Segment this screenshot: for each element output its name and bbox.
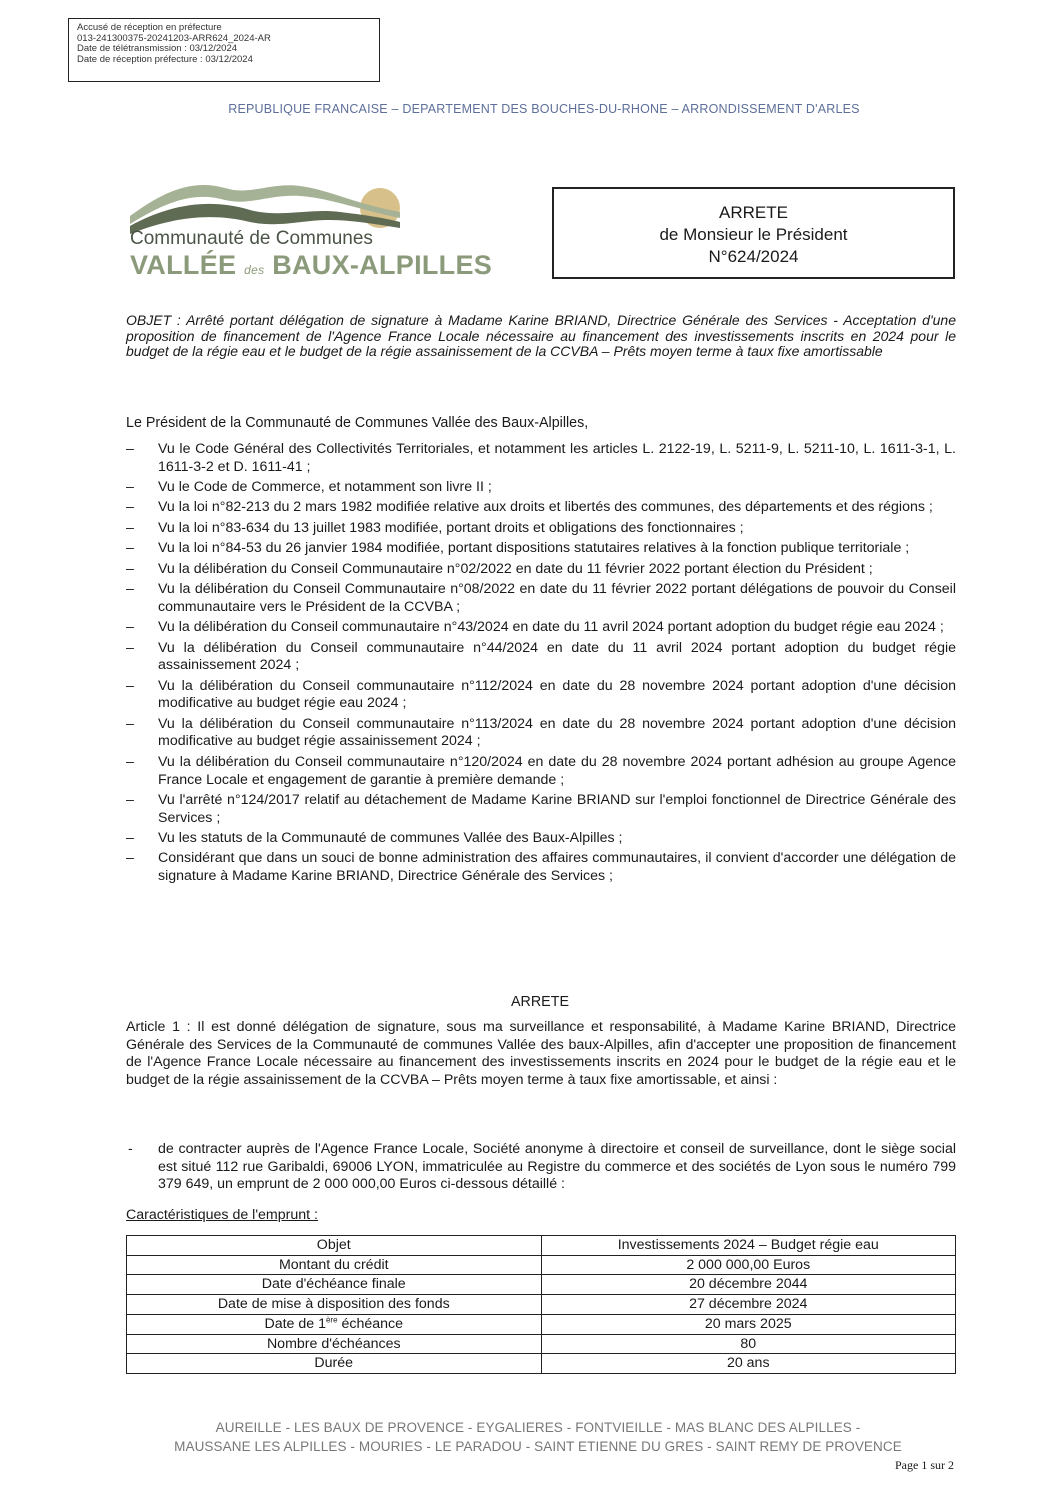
recital-item: – Vu le Code Général des Collectivités Territoriales, et notamment les articles L. 2122-19, L. 5211-9, L. 5211-10, L. 1611-3-1, L. 1611-3-2 et D. 1611-41 ; bbox=[126, 441, 956, 476]
table-cell-value: 80 bbox=[541, 1334, 956, 1354]
table-cell-value: 20 mars 2025 bbox=[541, 1314, 956, 1334]
footer-line: MAUSSANE LES ALPILLES - MOURIES - LE PARADOU - SAINT ETIENNE DU GRES - SAINT REMY DE PROVENCE bbox=[174, 1439, 902, 1454]
article-1 bbox=[126, 1019, 956, 1089]
table-row bbox=[127, 1275, 956, 1295]
member-towns-footer bbox=[0, 1418, 1058, 1456]
label-superscript: ère bbox=[325, 1315, 338, 1325]
recital-item: – Vu la délibération du Conseil communautaire n°44/2024 en date du 11 avril 2024 portant adoption du budget régie assainissement 2024 ; bbox=[126, 640, 956, 675]
table-cell-label: Montant du crédit bbox=[127, 1255, 542, 1275]
table-cell-label: Date de mise à disposition des fonds bbox=[127, 1295, 542, 1315]
article-text: Il est donné délégation de signature, sous ma surveillance et responsabilité, à Madame Karine BRIAND, Directrice Générale des Services de la Communauté de communes Vallée des baux-Alpilles, afin d'accepter une proposition de financement de l'Agence France Locale nécessaire au financement des investissements inscrits en 2024 pour le budget de la régie eau et le budget de la régie assainissement de la CCVBA – Prêts moyen terme à taux fixe amortissable, et ainsi : bbox=[126, 1019, 956, 1088]
title-line: ARRETE bbox=[719, 203, 788, 222]
table-row bbox=[127, 1255, 956, 1275]
table-cell-value: 20 décembre 2044 bbox=[541, 1275, 956, 1295]
recital-item: – Vu la délibération du Conseil Communautaire n°08/2022 en date du 11 février 2022 portant délégations de pouvoir du Conseil communautaire vers le Président de la CCVBA ; bbox=[126, 581, 956, 616]
stamp-line: 013-241300375-20241203-ARR624_2024-AR bbox=[77, 32, 271, 44]
loan-characteristics-heading: Caractéristiques de l'emprunt : bbox=[126, 1207, 318, 1223]
object-paragraph: OBJET : Arrêté portant délégation de signature à Madame Karine BRIAND, Directrice Générale des Services - Acceptation d'une proposition de financement de l'Agence France Locale nécessaire au financement des investissements inscrits en 2024 pour le budget de la régie eau et le budget de la régie assainissement de la CCVBA – Prêts moyen terme à taux fixe amortissable bbox=[126, 312, 956, 360]
table-row bbox=[127, 1314, 956, 1334]
table-cell-value: 2 000 000,00 Euros bbox=[541, 1255, 956, 1275]
recital-item: – Vu la délibération du Conseil Communautaire n°02/2022 en date du 11 février 2022 portant élection du Président ; bbox=[126, 561, 956, 579]
label-part: Date de 1 bbox=[264, 1315, 326, 1332]
recital-item: – Vu la délibération du Conseil communautaire n°120/2024 en date du 28 novembre 2024 portant adhésion au groupe Agence France Locale et engagement de garantie à première demande ; bbox=[126, 754, 956, 789]
loan-table bbox=[126, 1235, 956, 1374]
decree-number: N°624/2024 bbox=[708, 247, 799, 266]
logo-word: des bbox=[244, 263, 265, 277]
intro-line: Le Président de la Communauté de Communes Vallée des Baux-Alpilles, bbox=[126, 415, 589, 431]
footer-line: AUREILLE - LES BAUX DE PROVENCE - EYGALIERES - FONTVIEILLE - MAS BLANC DES ALPILLES - bbox=[215, 1420, 861, 1435]
decision-heading: ARRETE bbox=[511, 994, 569, 1010]
stamp-line: Date de réception préfecture : 03/12/2024 bbox=[77, 53, 253, 65]
table-cell-label: Durée bbox=[127, 1354, 542, 1374]
table-cell-value: Investissements 2024 – Budget régie eau bbox=[541, 1236, 956, 1256]
table-cell-label bbox=[127, 1314, 542, 1334]
stamp-line: Date de télétransmission : 03/12/2024 bbox=[77, 43, 238, 54]
table-cell-label: Nombre d'échéances bbox=[127, 1334, 542, 1354]
table-row bbox=[127, 1236, 956, 1256]
recital-item: – Vu la loi n°82-213 du 2 mars 1982 modifiée relative aux droits et libertés des communes, des départements et des régions ; bbox=[126, 499, 956, 517]
recital-item: – Vu la loi n°83-634 du 13 juillet 1983 modifiée, portant droits et obligations des fonctionnaires ; bbox=[126, 520, 956, 538]
logo-word: BAUX-ALPILLES bbox=[272, 250, 493, 280]
logo-word: VALLÉE bbox=[130, 250, 237, 280]
ccvba-logo bbox=[126, 174, 493, 284]
table-cell-label: Objet bbox=[127, 1236, 542, 1256]
table-cell-value: 27 décembre 2024 bbox=[541, 1295, 956, 1315]
stamp-line: Accusé de réception en préfecture bbox=[77, 22, 222, 33]
label-part: échéance bbox=[337, 1315, 404, 1332]
table-row bbox=[127, 1334, 956, 1354]
recital-item: – Vu l'arrêté n°124/2017 relatif au détachement de Madame Karine BRIAND sur l'emploi fonctionnel de Directrice Générale des Services ; bbox=[126, 792, 956, 827]
loan-bullet: - de contracter auprès de l'Agence France Locale, Société anonyme à directoire et conseil de surveillance, dont le siège social est situé 112 rue Garibaldi, 69006 LYON, immatriculée au Registre du commerce et des sociétés de Lyon sous le numéro 799 379 649, un emprunt de 2 000 000,00 Euros ci-dessous détaillé : bbox=[126, 1141, 956, 1194]
recital-item: – Vu les statuts de la Communauté de communes Vallée des Baux-Alpilles ; bbox=[126, 830, 956, 848]
article-label: Article 1 : bbox=[126, 1019, 191, 1035]
table-cell-value: 20 ans bbox=[541, 1354, 956, 1374]
recital-item: – Vu le Code de Commerce, et notamment son livre II ; bbox=[126, 479, 956, 497]
table-cell-label: Date d'échéance finale bbox=[127, 1275, 542, 1295]
recital-item: – Vu la délibération du Conseil communautaire n°112/2024 en date du 28 novembre 2024 portant adoption d'une décision modificative au budget régie eau 2024 ; bbox=[126, 678, 956, 713]
recitals-list bbox=[126, 441, 956, 888]
table-row bbox=[127, 1354, 956, 1374]
mountains-logo-icon bbox=[130, 174, 400, 234]
title-line: de Monsieur le Président bbox=[659, 225, 848, 244]
logo-line2 bbox=[130, 250, 492, 281]
transmission-stamp bbox=[68, 18, 380, 82]
logo-line1: Communauté de Communes bbox=[130, 228, 373, 249]
title-box bbox=[552, 187, 955, 279]
table-row bbox=[127, 1295, 956, 1315]
recital-item: – Considérant que dans un souci de bonne administration des affaires communautaires, il convient d'accorder une délégation de signature à Madame Karine BRIAND, Directrice Générale des Services ; bbox=[126, 850, 956, 885]
recital-item: – Vu la loi n°84-53 du 26 janvier 1984 modifiée, portant dispositions statutaires relatives à la fonction publique territoriale ; bbox=[126, 540, 956, 558]
recital-item: – Vu la délibération du Conseil communautaire n°43/2024 en date du 11 avril 2024 portant adoption du budget régie eau 2024 ; bbox=[126, 619, 956, 637]
page-number: Page 1 sur 2 bbox=[895, 1458, 954, 1472]
recital-item: – Vu la délibération du Conseil communautaire n°113/2024 en date du 28 novembre 2024 portant adoption d'une décision modificative au budget régie assainissement 2024 ; bbox=[126, 716, 956, 751]
republic-header: REPUBLIQUE FRANCAISE – DEPARTEMENT DES BOUCHES-DU-RHONE – ARRONDISSEMENT D'ARLES bbox=[228, 102, 860, 116]
